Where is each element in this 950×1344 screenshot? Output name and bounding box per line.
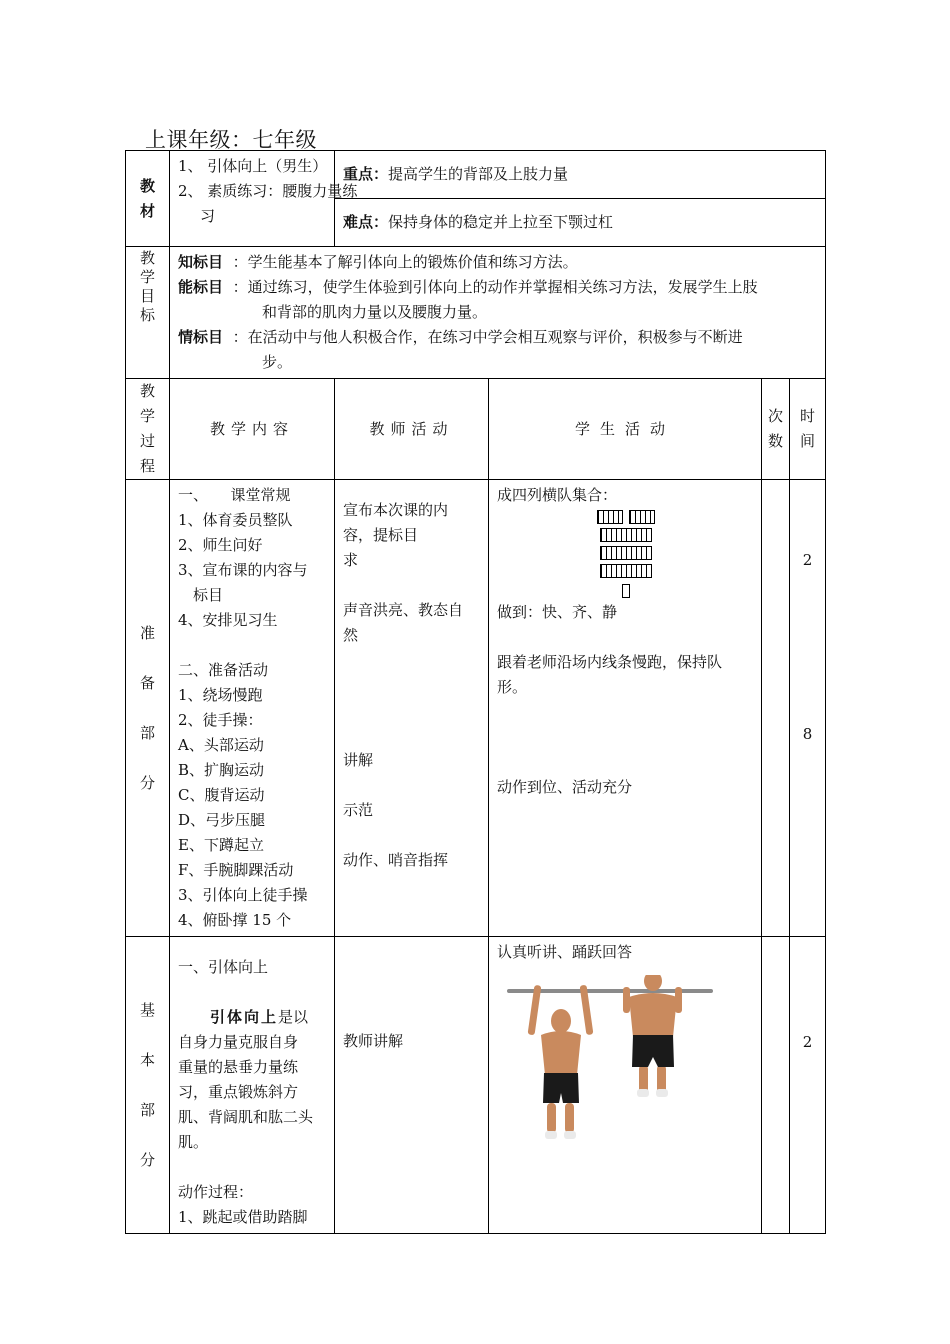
- formation-title: 成四列横队集合：: [497, 486, 618, 504]
- difficulty-label: 难点：: [343, 213, 389, 231]
- basic-count: [762, 937, 790, 1234]
- prep-content: 一、 课堂常规 1、体育委员整队 2、师生问好 3、宣布课的内容与 标目 4、安排见习生 二、准备活动 1、绕场慢跑 2、徒手操： A、头部运动 B、扩胸运动 C、腹背运动 D、弓步压腿 E、下蹲起立 F、手腕脚踝活动 3、引体向上徒手操 4、俯卧撑 15 个: [170, 480, 335, 937]
- col-header-content: 教学内容: [170, 379, 335, 480]
- key-text: 提高学生的背部及上肢力量: [388, 165, 569, 183]
- formation-diagram: [497, 510, 755, 598]
- key-label: 重点：: [343, 165, 389, 183]
- process-label: 教 学 过 程: [126, 379, 170, 480]
- materials-items: [170, 151, 358, 247]
- objectives-label: 教 学 目 标: [126, 247, 170, 379]
- prep-count: [762, 480, 790, 937]
- objective-skill: 能标目 ：通过练习，使学生体验到引体向上的动作并掌握相关练习方法，发展学生上肢: [178, 278, 758, 296]
- objective-knowledge: 知标目 ：学生能基本了解引体向上的锻炼价值和练习方法。: [178, 253, 578, 271]
- prep-time: 2 8: [790, 480, 826, 937]
- prep-label: 准 备 部 分: [126, 480, 170, 937]
- basic-teacher: 教师讲解: [335, 937, 489, 1234]
- lesson-plan-table: [125, 150, 826, 1234]
- material-item-1: 1、 引体向上（男生）: [178, 157, 328, 175]
- key-point: [335, 151, 826, 199]
- difficulty-point: [335, 199, 826, 247]
- prep-student: 成四列横队集合： 做到：快、齐、静 跟着老师沿场内线条慢跑，保持队 形。 动作到位、活动充分: [489, 480, 762, 937]
- prep-teacher: 宣布本次课的内 容，提标目 求 声音洪亮、教态自 然 讲解 示范 动作、哨音指挥: [335, 480, 489, 937]
- page-title: 上课年级：七年级: [145, 128, 317, 152]
- teacher-position-icon: [622, 584, 630, 598]
- col-header-student: 学生活动: [489, 379, 762, 480]
- col-header-time: 时 间: [790, 379, 826, 480]
- basic-label: 基 本 部 分: [126, 937, 170, 1234]
- basic-time: 2: [790, 937, 826, 1234]
- basic-student: 认真听讲、踊跃回答: [489, 937, 762, 1234]
- basic-content: 一、引体向上 引体向上是以 自身力量克服自身 重量的悬垂力量练 习，重点锻炼斜方 肌、背阔肌和肱二头 肌。 动作过程： 1、跳起或借助踏脚: [170, 937, 335, 1234]
- objectives-content: [170, 247, 826, 379]
- objective-skill-cont: 和背部的肌肉力量以及腰腹力量。: [262, 303, 488, 321]
- objective-emotion: 情标目 ：在活动中与他人积极合作，在练习中学会相互观察与评价，积极参与不断进: [178, 328, 743, 346]
- col-header-teacher: 教师活动: [335, 379, 489, 480]
- materials-label: 教 材: [126, 151, 170, 247]
- col-header-count: 次 数: [762, 379, 790, 480]
- material-item-2-cont: 习: [200, 207, 216, 225]
- material-item-2: 2、 素质练习：腰腹力量练: [178, 182, 358, 200]
- difficulty-text: 保持身体的稳定并上拉至下颚过杠: [388, 213, 614, 231]
- objective-emotion-cont: 步。: [262, 353, 293, 371]
- pull-up-illustration: [503, 975, 717, 1153]
